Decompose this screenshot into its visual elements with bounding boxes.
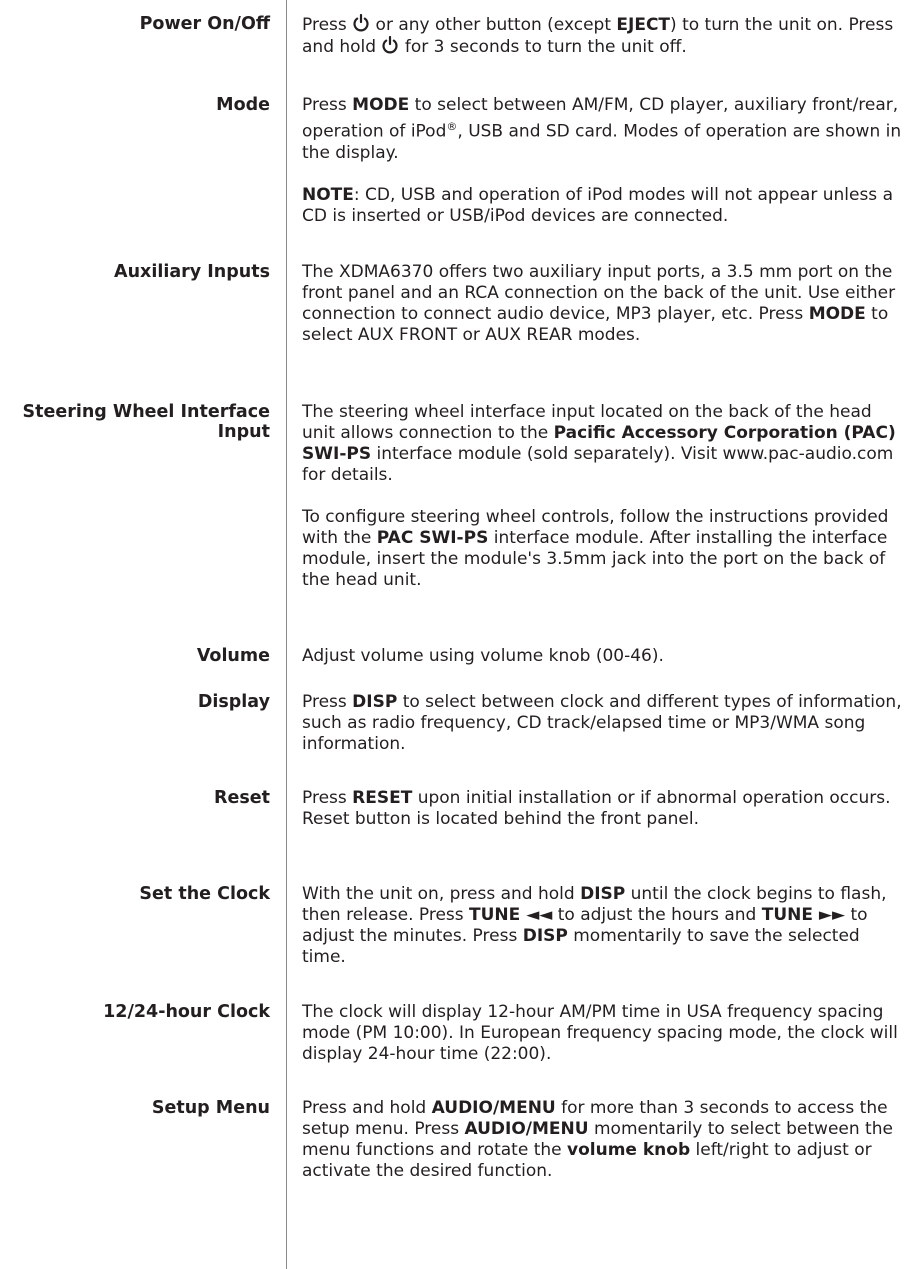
- column-divider: [286, 0, 287, 1269]
- desc-set-clock: With the unit on, press and hold DISP until the clock begins to flash, then release. Press TUNE ◄◄ to adjust the hours and TUNE ►► to adjust the minutes. Press DISP momentarily to save the selected time.: [302, 884, 887, 967]
- power-icon: [381, 36, 399, 54]
- label-aux: Auxiliary Inputs: [114, 262, 270, 282]
- desc-clock-24: The clock will display 12-hour AM/PM time in USA frequency spacing mode (PM 10:00). In European frequency spacing mode, the clock will display 24-hour time (22:00).: [302, 1002, 898, 1064]
- label-set-clock: Set the Clock: [139, 884, 270, 904]
- desc-display: Press DISP to select between clock and different types of information, such as radio frequency, CD track/elapsed time or MP3/WMA song information.: [302, 692, 902, 754]
- label-reset: Reset: [214, 788, 270, 808]
- desc-volume: Adjust volume using volume knob (00-46).: [302, 646, 664, 666]
- desc-mode: Press MODE to select between AM/FM, CD player, auxiliary front/rear, operation of iPod®, USB and SD card. Modes of operation are shown in the display. NOTE: CD, USB and operation of iPod modes will not appear unless a CD is inserted or USB/iPod devices are connected.: [302, 95, 902, 226]
- desc-power: Press or any other button (except EJECT) to turn the unit on. Press and hold for 3 seconds to turn the unit off.: [302, 15, 894, 57]
- label-setup-menu: Setup Menu: [151, 1098, 270, 1118]
- label-power: Power On/Off: [139, 14, 270, 34]
- desc-swi: The steering wheel interface input located on the back of the head unit allows connection to the Pacific Accessory Corporation (PAC) SWI-PS interface module (sold separately). Visit www.pac-audio.com for details. To configure steering wheel controls, follow the instructions provided with the PAC SWI-PS interface module. After installing the interface module, insert the module's 3.5mm jack into the port on the back of the head unit.: [302, 402, 896, 590]
- label-display: Display: [197, 692, 270, 712]
- desc-aux: The XDMA6370 offers two auxiliary input ports, a 3.5 mm port on the front panel and an RCA connection on the back of the unit. Use either connection to connect audio device, MP3 player, etc. Press MODE to select AUX FRONT or AUX REAR modes.: [302, 262, 896, 345]
- label-clock-24: 12/24-hour Clock: [103, 1002, 270, 1022]
- label-swi: Steering Wheel Interface Input: [22, 402, 270, 442]
- label-volume: Volume: [196, 646, 270, 666]
- desc-reset: Press RESET upon initial installation or if abnormal operation occurs. Reset button is located behind the front panel.: [302, 788, 891, 829]
- label-mode: Mode: [216, 95, 270, 115]
- power-icon: [352, 14, 370, 32]
- desc-setup-menu: Press and hold AUDIO/MENU for more than 3 seconds to access the setup menu. Press AUDIO/MENU momentarily to select between the menu functions and rotate the volume knob left/right to adjust or activate the desired function.: [302, 1098, 893, 1181]
